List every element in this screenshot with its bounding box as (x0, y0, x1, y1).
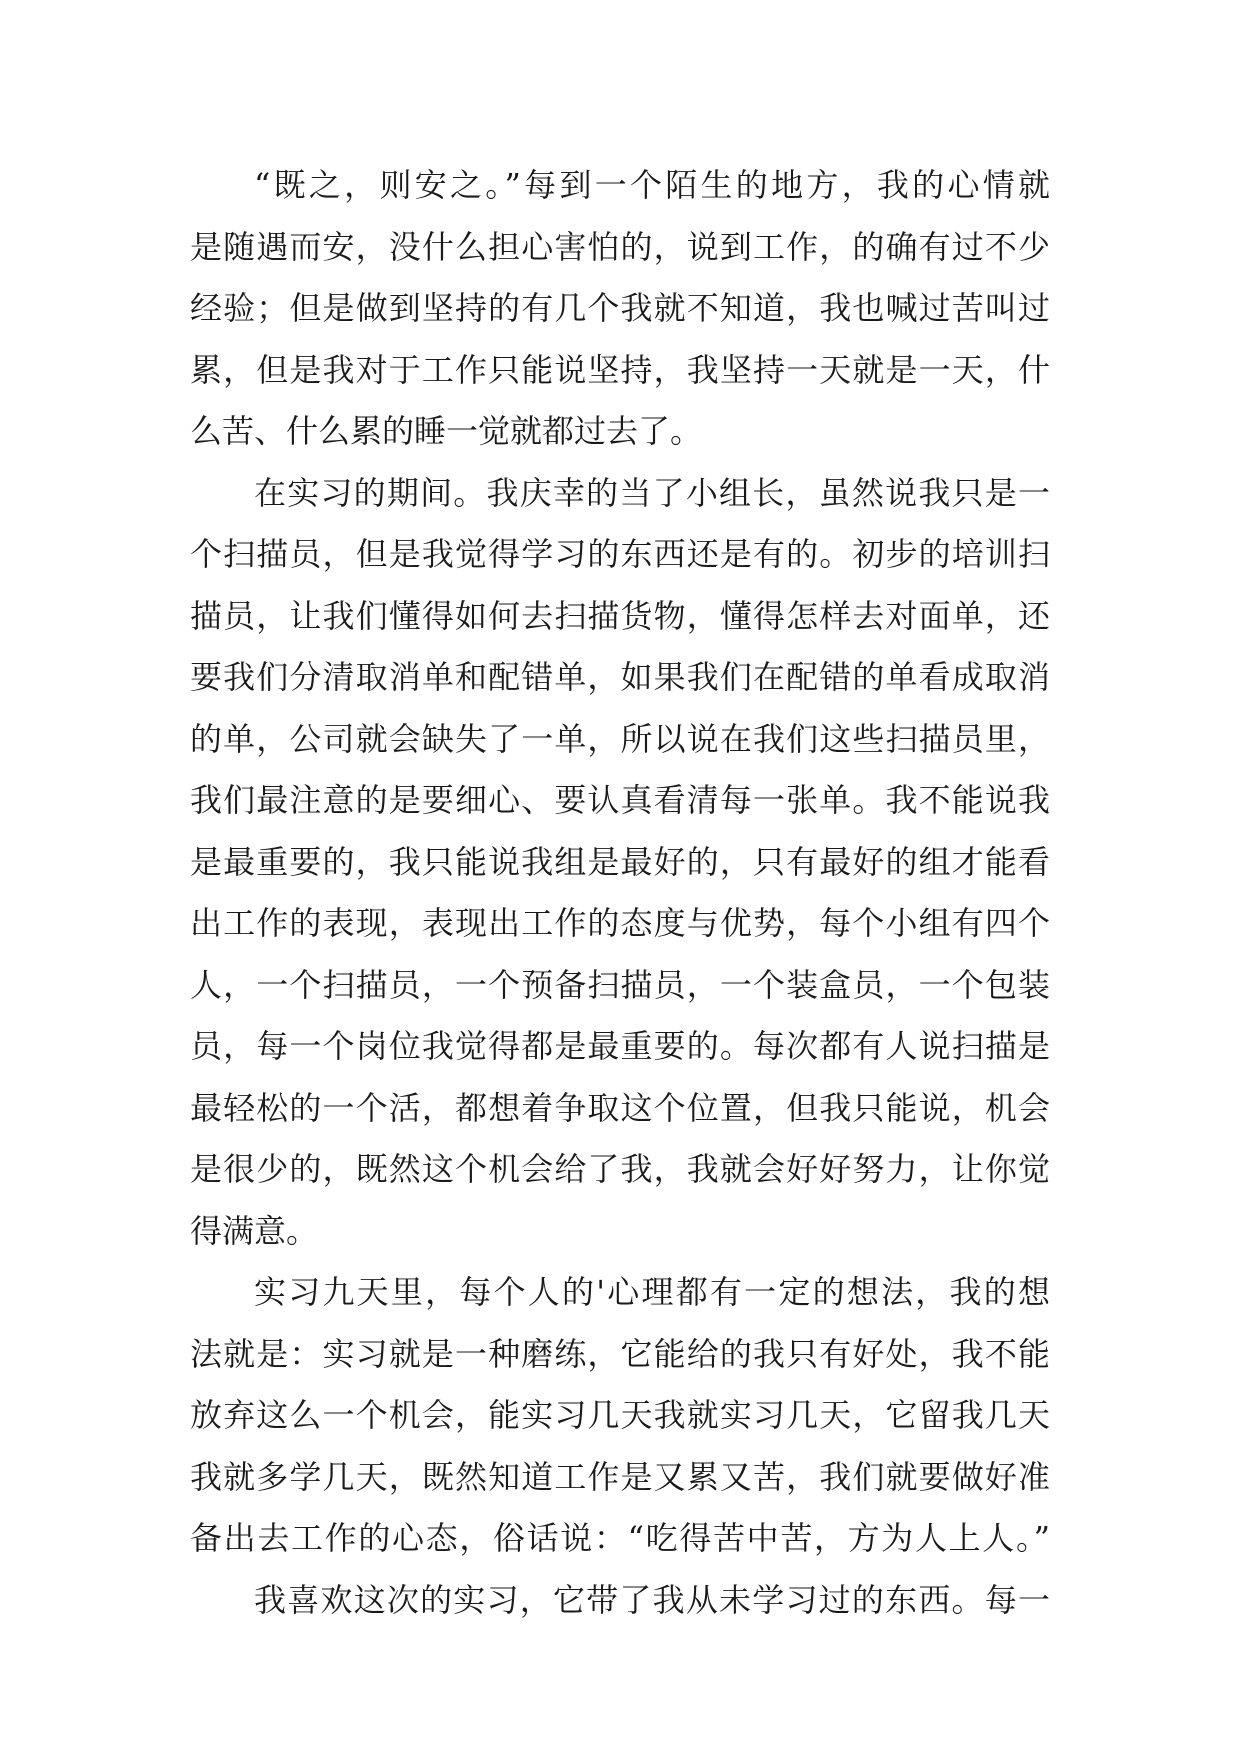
document-body (190, 155, 1050, 1631)
paragraph-line: 实习九天里，每个人的'心理都有一定的想法，我的想 (254, 1273, 1050, 1311)
paragraph-line: 描员，让我们懂得如何去扫描货物，懂得怎样去对面单，还 (190, 596, 1050, 635)
paragraph-line: 是最重要的，我只能说我组是最好的，只有最好的组才能看 (190, 842, 1050, 881)
paragraph-line: 最轻松的一个活，都想着争取这个位置，但我只能说，机会 (190, 1088, 1050, 1127)
paragraph-line: 是随遇而安，没什么担心害怕的，说到工作，的确有过不少 (190, 227, 1050, 266)
paragraph-line: 么苦、什么累的睡一觉就都过去了。 (190, 412, 703, 450)
paragraph-line: 是很少的，既然这个机会给了我，我就会好好努力，让你觉 (190, 1150, 1050, 1188)
paragraph-line: 累，但是我对于工作只能说坚持，我坚持一天就是一天，什 (190, 350, 1050, 389)
paragraph-line: 在实习的期间。我庆幸的当了小组长，虽然说我只是一 (254, 473, 1050, 512)
paragraph-line: 经验；但是做到坚持的有几个我就不知道，我也喊过苦叫过 (190, 289, 1050, 327)
paragraph-line: 要我们分清取消单和配错单，如果我们在配错的单看成取消 (190, 658, 1050, 696)
paragraph-line: 我们最注意的是要细心、要认真看清每一张单。我不能说我 (190, 781, 1050, 819)
paragraph-4 (190, 1570, 1050, 1632)
paragraph-line: 的单，公司就会缺失了一单，所以说在我们这些扫描员里， (190, 719, 1050, 758)
paragraph-line: 放弃这么一个机会，能实习几天我就实习几天，它留我几天 (190, 1396, 1050, 1434)
paragraph-line: 得满意。 (190, 1211, 319, 1250)
paragraph-line: 我就多学几天，既然知道工作是又累又苦，我们就要做好准 (190, 1457, 1050, 1496)
paragraph-2 (190, 463, 1050, 1263)
paragraph-line: 备出去工作的心态，俗话说：“吃得苦中苦，方为人上人。” (190, 1519, 1050, 1557)
paragraph-line: “既之，则安之。”每到一个陌生的地方，我的心情就 (254, 166, 1050, 204)
paragraph-1 (190, 155, 1050, 463)
paragraph-line: 出工作的表现，表现出工作的态度与优势，每个小组有四个 (190, 904, 1050, 942)
paragraph-line: 我喜欢这次的实习，它带了我从未学习过的东西。每一 (254, 1580, 1050, 1619)
paragraph-line: 人，一个扫描员，一个预备扫描员，一个装盒员，一个包装 (190, 965, 1050, 1004)
paragraph-line: 员，每一个岗位我觉得都是最重要的。每次都有人说扫描是 (190, 1027, 1050, 1065)
paragraph-line: 个扫描员，但是我觉得学习的东西还是有的。初步的培训扫 (190, 535, 1050, 573)
paragraph-line: 法就是：实习就是一种磨练，它能给的我只有好处，我不能 (190, 1334, 1050, 1373)
paragraph-3 (190, 1262, 1050, 1570)
